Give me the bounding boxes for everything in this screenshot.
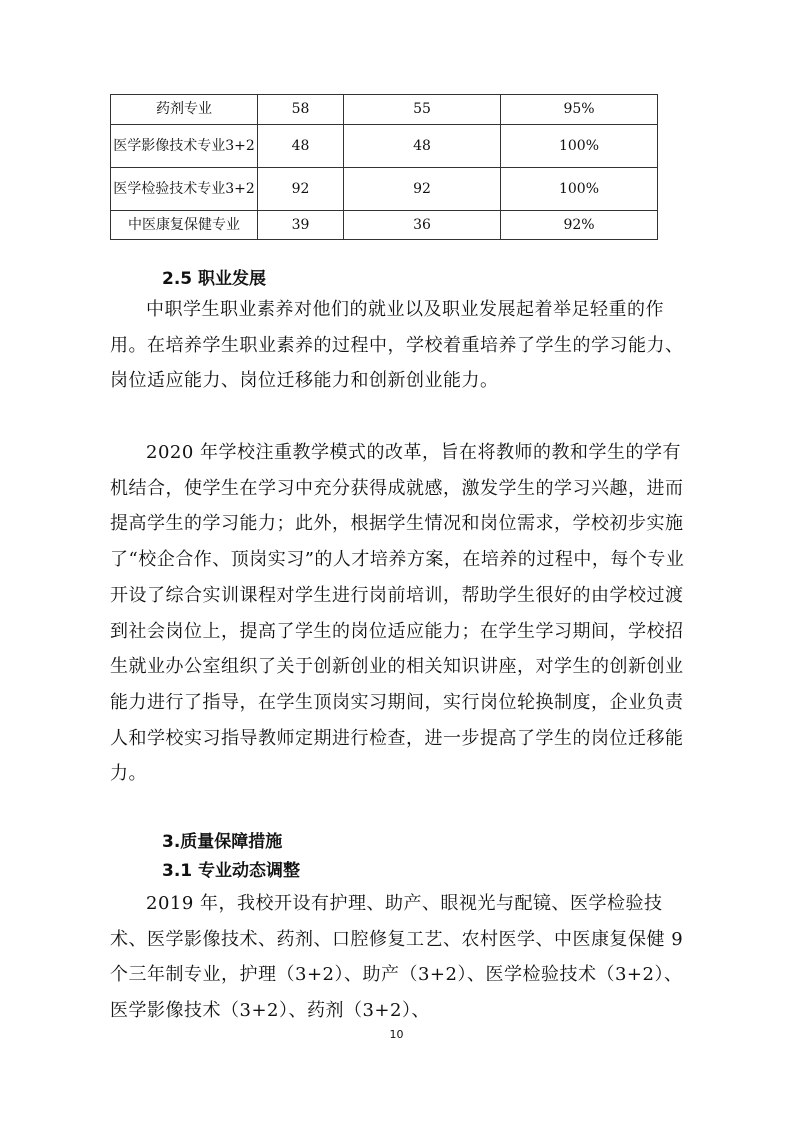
- section-heading-major-adjustment: 3.1 专业动态调整: [162, 861, 301, 881]
- count-cell: 48: [258, 125, 344, 168]
- enrollment-table-container: [110, 94, 657, 240]
- table-row: [111, 168, 658, 211]
- page-number: 10: [389, 1028, 404, 1041]
- major-cell: 医学检验技术专业3+2: [111, 168, 258, 211]
- career-paragraph-1: 中职学生职业素养对他们的就业以及职业发展起着举足轻重的作用。在培养学生职业素养的过程中，学校着重培养了学生的学习能力、岗位适应能力、岗位迁移能力和创新创业能力。: [110, 299, 684, 392]
- section-heading-quality-assurance: 3.质量保障措施: [162, 832, 283, 852]
- count-cell: 39: [258, 211, 344, 240]
- count-cell: 92: [344, 168, 501, 211]
- count-cell: 58: [258, 95, 344, 125]
- table-row: [111, 125, 658, 168]
- major-cell: 中医康复保健专业: [111, 211, 258, 240]
- count-cell: 55: [344, 95, 501, 125]
- major-cell: 药剂专业: [111, 95, 258, 125]
- rate-cell: 100%: [501, 125, 658, 168]
- rate-cell: 92%: [501, 211, 658, 240]
- count-cell: 92: [258, 168, 344, 211]
- rate-cell: 95%: [501, 95, 658, 125]
- rate-cell: 100%: [501, 168, 658, 211]
- major-cell: 医学影像技术专业3+2: [111, 125, 258, 168]
- count-cell: 36: [344, 211, 501, 240]
- enrollment-table: [110, 94, 658, 240]
- table-row: [111, 95, 658, 125]
- table-row: [111, 211, 658, 240]
- section-heading-career-development: 2.5 职业发展: [162, 269, 267, 289]
- major-adjustment-paragraph: 2019 年，我校开设有护理、助产、眼视光与配镜、医学检验技术、医学影像技术、药剂、口腔修复工艺、农村医学、中医康复保健 9 个三年制专业，护理（3+2）、助产（3+2）、医学检验技术（3+2）、医学影像技术（3+2）、药剂（3+2）、: [110, 893, 684, 1022]
- count-cell: 48: [344, 125, 501, 168]
- career-paragraph-2: 2020 年学校注重教学模式的改革，旨在将教师的教和学生的学有机结合，使学生在学习中充分获得成就感，激发学生的学习兴趣，进而提高学生的学习能力；此外，根据学生情况和岗位需求，学校初步实施了“校企合作、顶岗实习”的人才培养方案，在培养的过程中，每个专业开设了综合实训课程对学生进行岗前培训，帮助学生很好的由学校过渡到社会岗位上，提高了学生的岗位适应能力；在学生学习期间，学校招生就业办公室组织了关于创新创业的相关知识讲座，对学生的创新创业能力进行了指导，在学生顶岗实习期间，实行岗位轮换制度，企业负责人和学校实习指导教师定期进行检查，进一步提高了学生的岗位迁移能力。: [110, 442, 685, 785]
